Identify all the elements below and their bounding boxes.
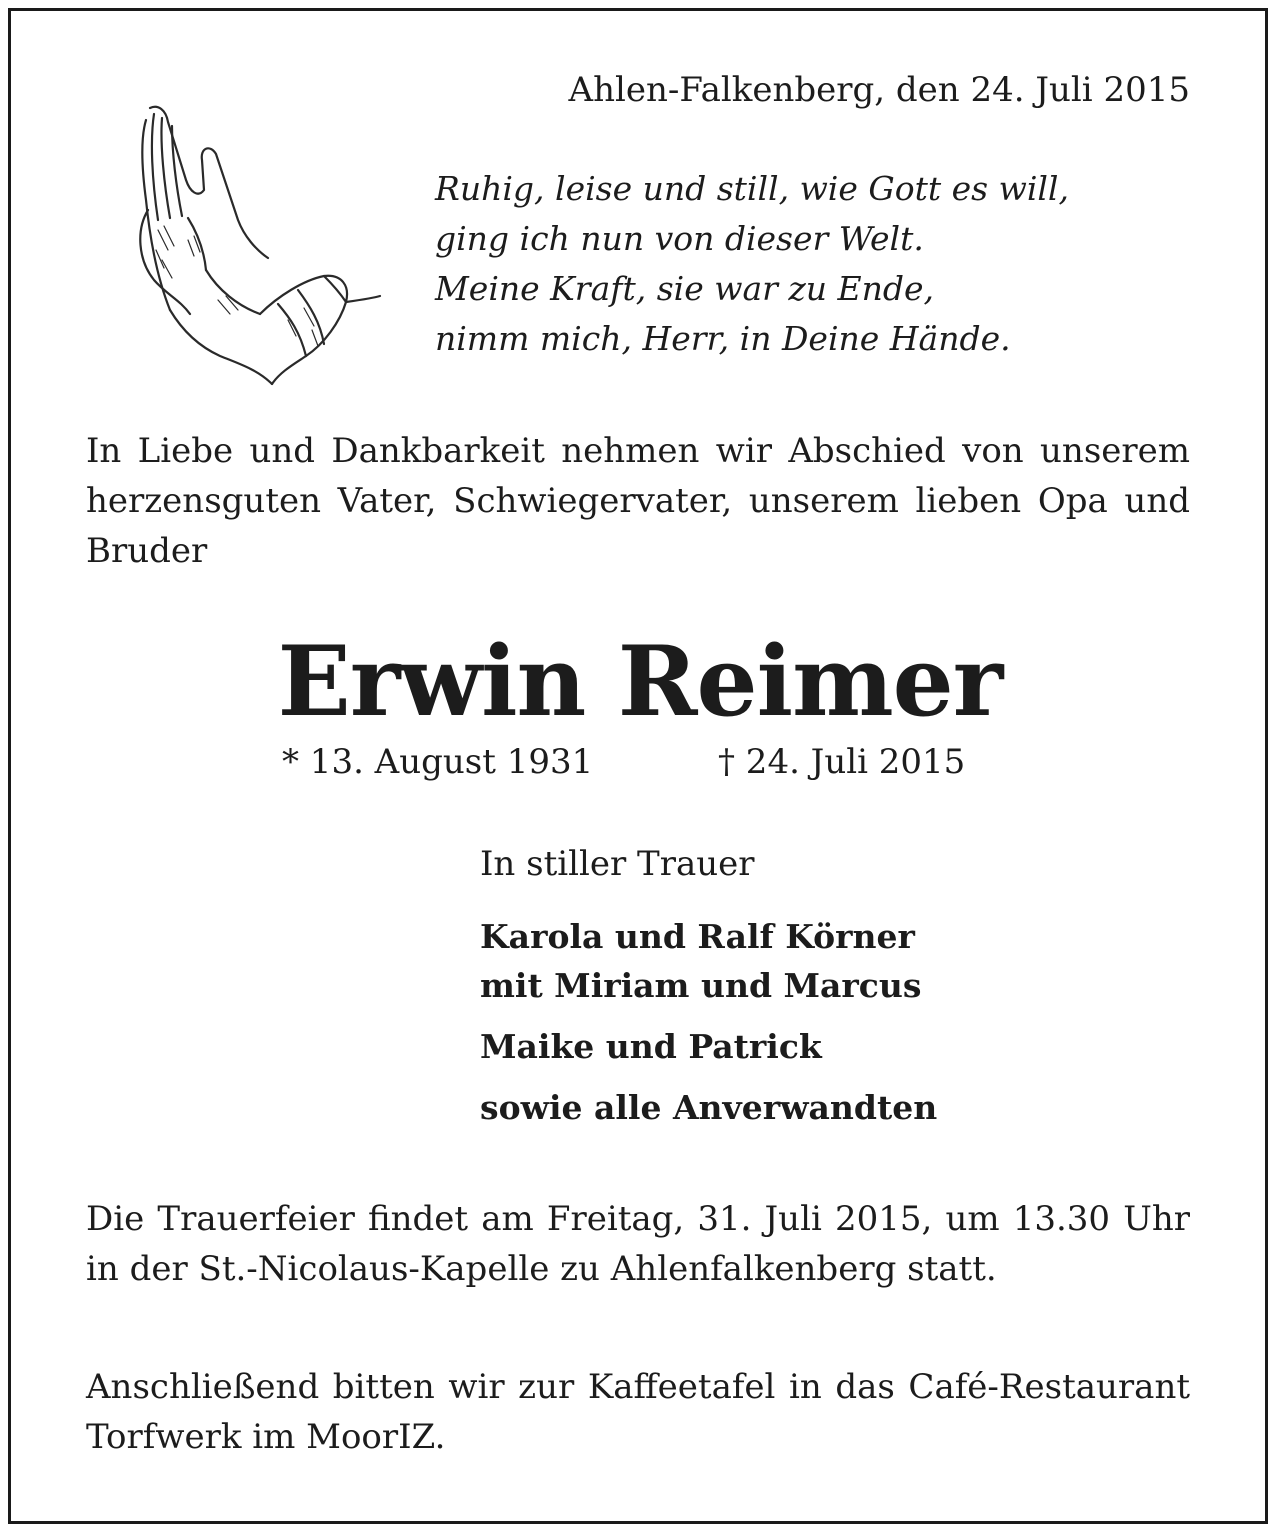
birth-date: * 13. August 1931 [282, 742, 594, 782]
poem-line: Ruhig, leise und still, wie Gott es will, [435, 169, 1069, 208]
place-date: Ahlen-Falkenberg, den 24. Juli 2015 [568, 70, 1190, 110]
death-date: † 24. Juli 2015 [718, 742, 966, 782]
poem [435, 164, 1069, 364]
mourner-line: Karola und Ralf Körner [480, 917, 915, 956]
mourning-label: In stiller Trauer [480, 844, 755, 884]
mourner-line: Maike und Patrick [480, 1027, 822, 1066]
mourner-line: mit Miriam und Marcus [480, 966, 922, 1005]
reception-text: Anschließend bitten wir zur Kaffeetafel in das Café-Restaurant Torfwerk im MoorIZ. [86, 1367, 1190, 1457]
poem-line: ging ich nun von dieser Welt. [435, 219, 924, 258]
praying-hands-icon [128, 100, 388, 400]
deceased-name: Erwin Reimer [277, 625, 1003, 738]
mourners-list [480, 912, 937, 1132]
poem-line: nimm mich, Herr, in Deine Hände. [435, 319, 1011, 358]
poem-line: Meine Kraft, sie war zu Ende, [435, 269, 935, 308]
mourner-line: sowie alle Anverwandten [480, 1088, 938, 1127]
intro-text: In Liebe und Dankbarkeit nehmen wir Abschied von unserem herzensguten Vater, Schwiegervater, unserem lieben Opa und Bruder [86, 431, 1190, 571]
ceremony-text: Die Trauerfeier findet am Freitag, 31. Juli 2015, um 13.30 Uhr in der St.-Nicolaus-Kapelle zu Ahlenfalkenberg statt. [86, 1199, 1190, 1289]
